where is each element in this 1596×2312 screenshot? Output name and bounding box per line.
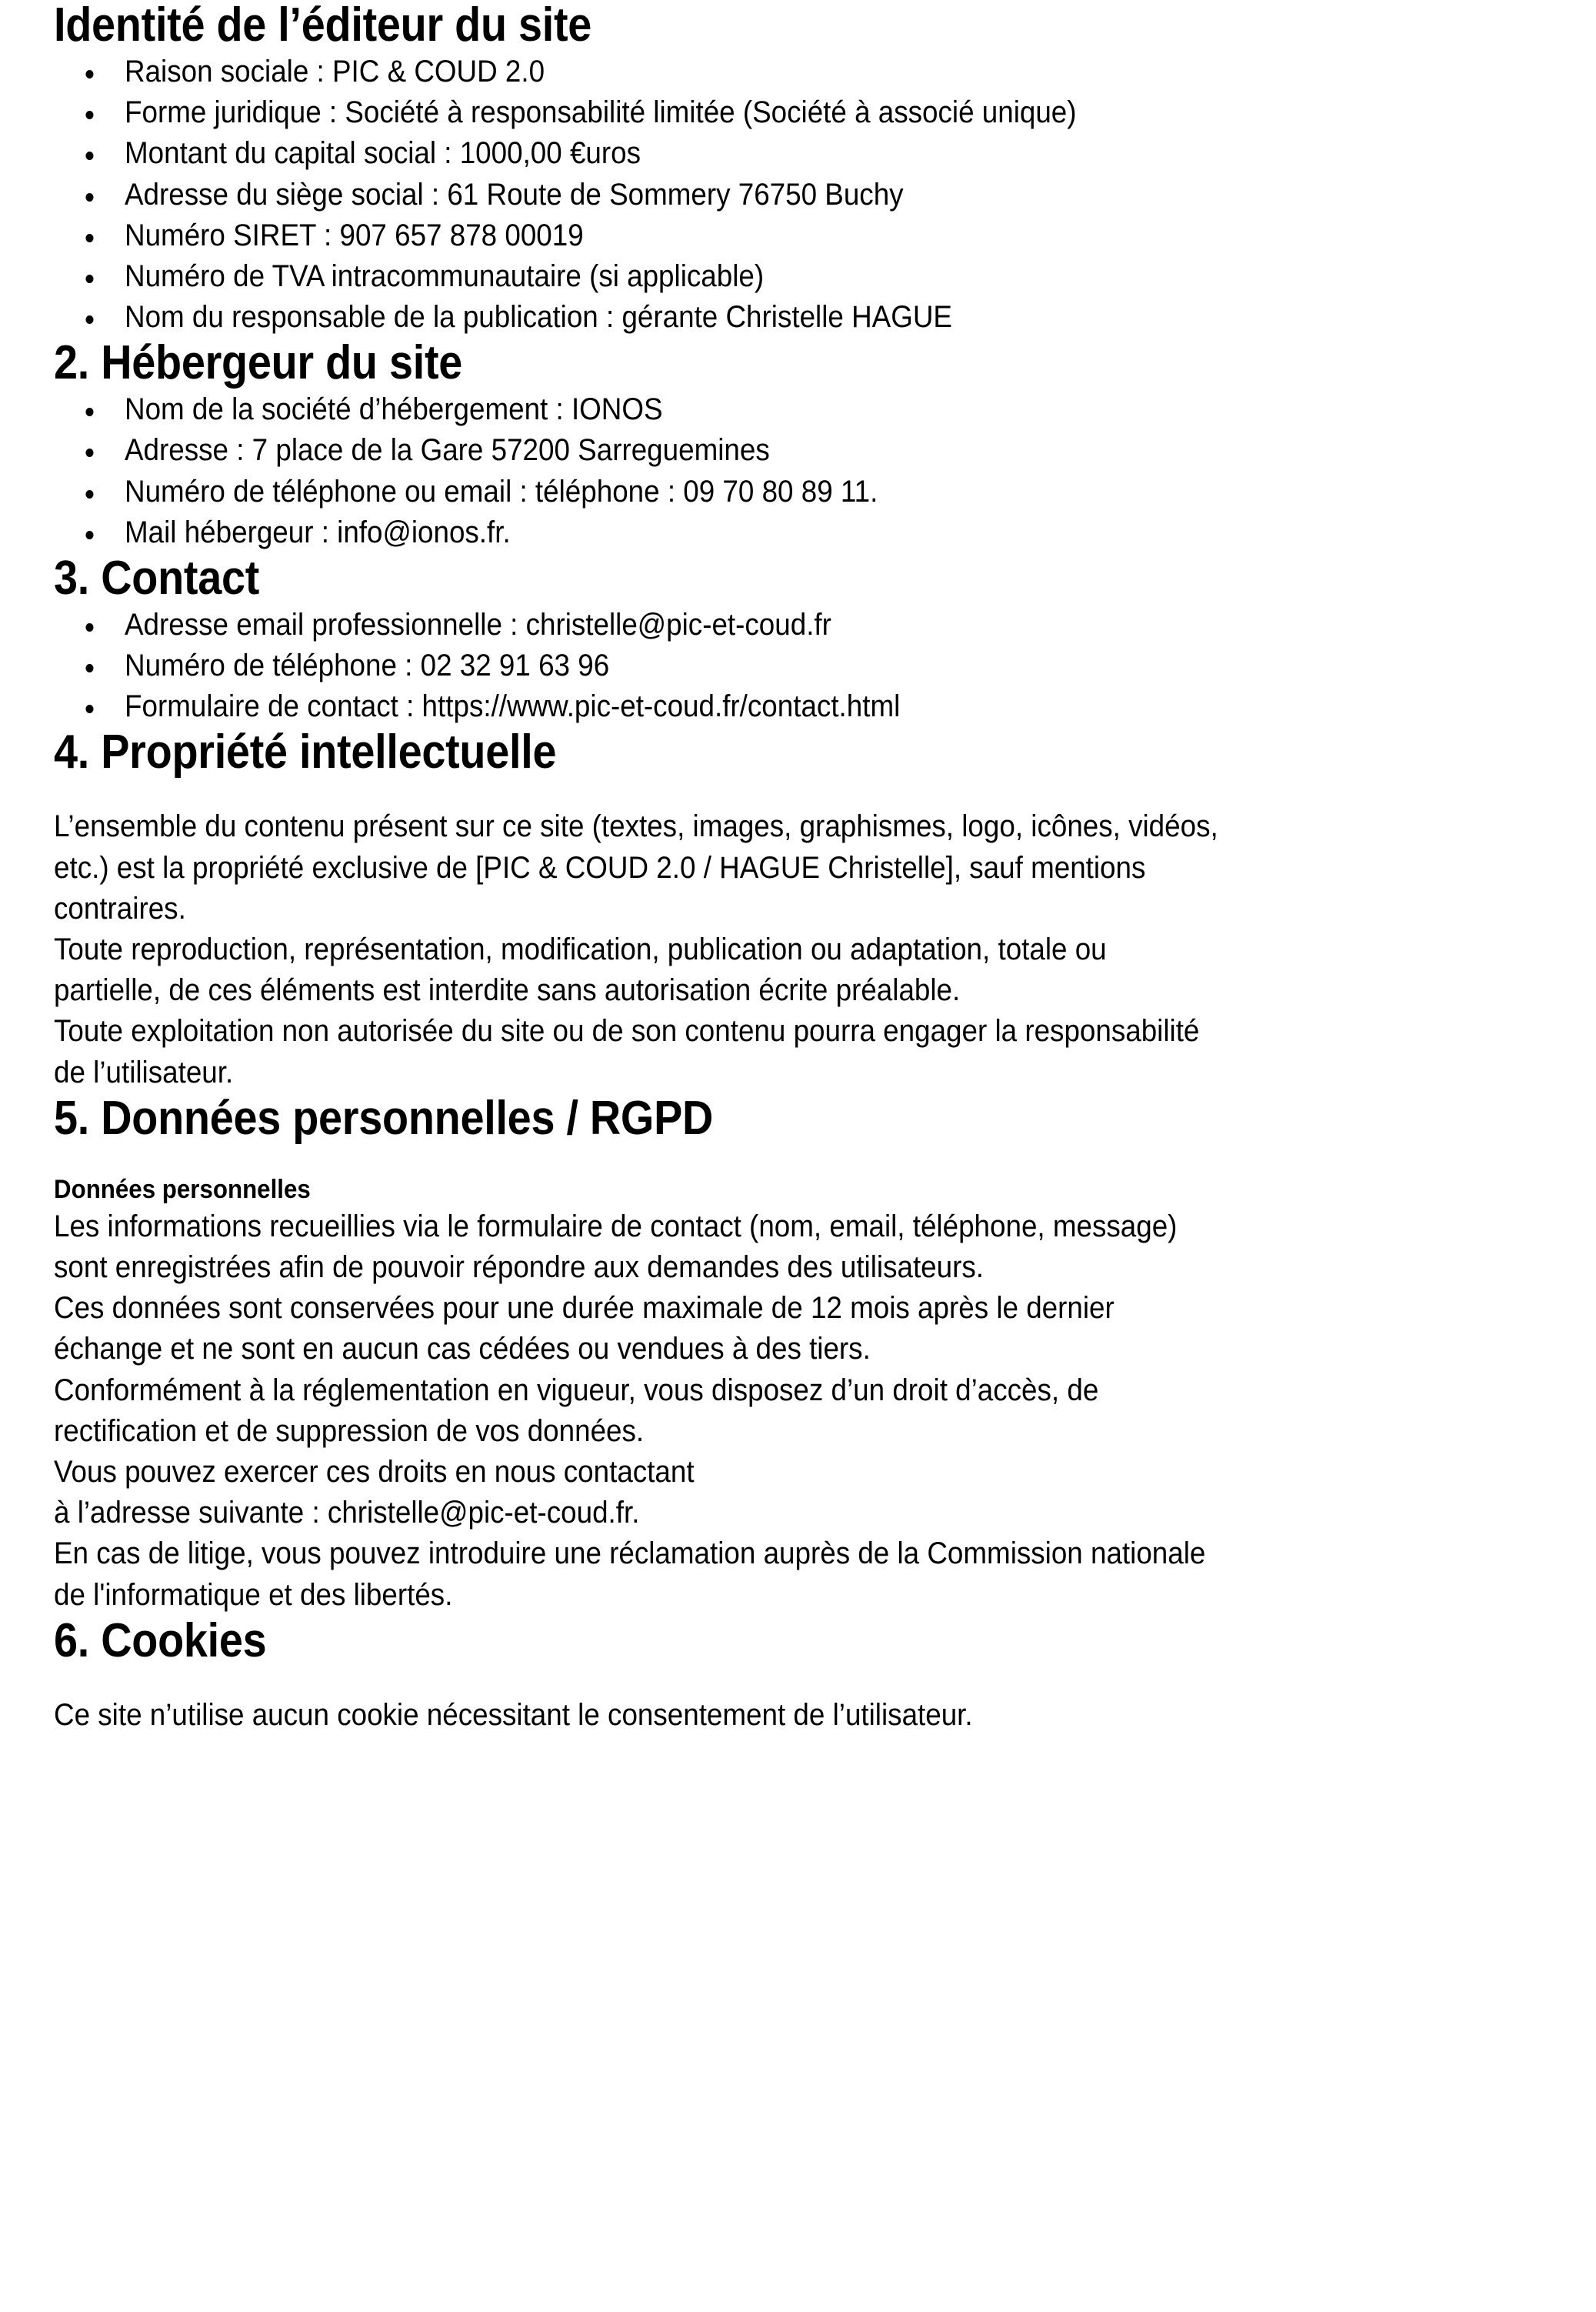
paragraph-line: échange et ne sont en aucun cas cédées ou vendues à des tiers. [54,1332,871,1366]
bullet-list-hebergeur [54,389,1542,553]
paragraph-line: de l'informatique et des libertés. [54,1577,453,1612]
paragraph-line: sont enregistrées afin de pouvoir répondre aux demandes des utilisateurs. [54,1250,984,1285]
list-item: Adresse email professionnelle : christelle@pic-et-coud.fr [54,605,1423,646]
paragraph-line: partielle, de ces éléments est interdite sans autorisation écrite préalable. [54,973,961,1008]
list-item: Forme juridique : Société à responsabilité limitée (Société à associé unique) [54,92,1423,133]
paragraph-cookies [54,1695,1542,1736]
paragraph-rgpd [54,1173,1542,1616]
paragraph-line: de l’utilisateur. [54,1055,234,1089]
section-heading-cookies: 6. Cookies [54,1613,267,1667]
paragraph-line: contraires. [54,891,186,926]
paragraph-line: etc.) est la propriété exclusive de [PIC & COUD 2.0 / HAGUE Christelle], sauf mentions [54,850,1146,885]
list-item: Numéro de téléphone ou email : téléphone : 09 70 80 89 11. [54,472,1423,512]
bullet-list-contact [54,605,1542,728]
paragraph-line: Toute exploitation non autorisée du site ou de son contenu pourra engager la responsabilité [54,1014,1200,1049]
list-item: Numéro de TVA intracommunautaire (si applicable) [54,256,1423,297]
list-item: Raison sociale : PIC & COUD 2.0 [54,52,1423,92]
paragraph-propriete [54,806,1542,1093]
paragraph-line: Ces données sont conservées pour une durée maximale de 12 mois après le dernier [54,1291,1115,1326]
paragraph-line: Conformément à la réglementation en vigueur, vous disposez d’un droit d’accès, de [54,1373,1099,1407]
list-item: Adresse du siège social : 61 Route de Sommery 76750 Buchy [54,175,1423,215]
section-heading-hebergeur: 2. Hébergeur du site [54,336,463,390]
list-item: Montant du capital social : 1000,00 €uros [54,133,1423,174]
paragraph-line: Les informations recueillies via le formulaire de contact (nom, email, téléphone, message) [54,1209,1178,1243]
paragraph-line: L’ensemble du contenu présent sur ce site (textes, images, graphismes, logo, icônes, vidéos, [54,809,1218,844]
bullet-list-editeur [54,52,1542,338]
paragraph-line: En cas de litige, vous pouvez introduire une réclamation auprès de la Commission nationale [54,1536,1206,1571]
paragraph-line: Ce site n’utilise aucun cookie nécessitant le consentement de l’utilisateur. [54,1697,973,1732]
section-heading-propriete: 4. Propriété intellectuelle [54,726,557,779]
section-heading-rgpd: 5. Données personnelles / RGPD [54,1091,714,1145]
paragraph-line: à l’adresse suivante : christelle@pic-et-coud.fr. [54,1496,640,1530]
list-item: Numéro SIRET : 907 657 878 00019 [54,215,1423,256]
subheading-donnees-personnelles: Données personnelles [54,1174,311,1204]
paragraph-line: Vous pouvez exercer ces droits en nous contactant [54,1455,695,1490]
section-heading-contact: 3. Contact [54,551,260,605]
paragraph-line: Toute reproduction, représentation, modification, publication ou adaptation, totale ou [54,932,1107,966]
list-item: Adresse : 7 place de la Gare 57200 Sarreguemines [54,430,1423,471]
list-item: Formulaire de contact : https://www.pic-et-coud.fr/contact.html [54,686,1423,727]
section-heading-editeur: Identité de l’éditeur du site [54,0,592,52]
list-item: Mail hébergeur : info@ionos.fr. [54,512,1423,553]
list-item: Numéro de téléphone : 02 32 91 63 96 [54,646,1423,686]
paragraph-line: rectification et de suppression de vos données. [54,1413,645,1448]
list-item: Nom du responsable de la publication : gérante Christelle HAGUE [54,297,1423,338]
list-item: Nom de la société d’hébergement : IONOS [54,389,1423,430]
